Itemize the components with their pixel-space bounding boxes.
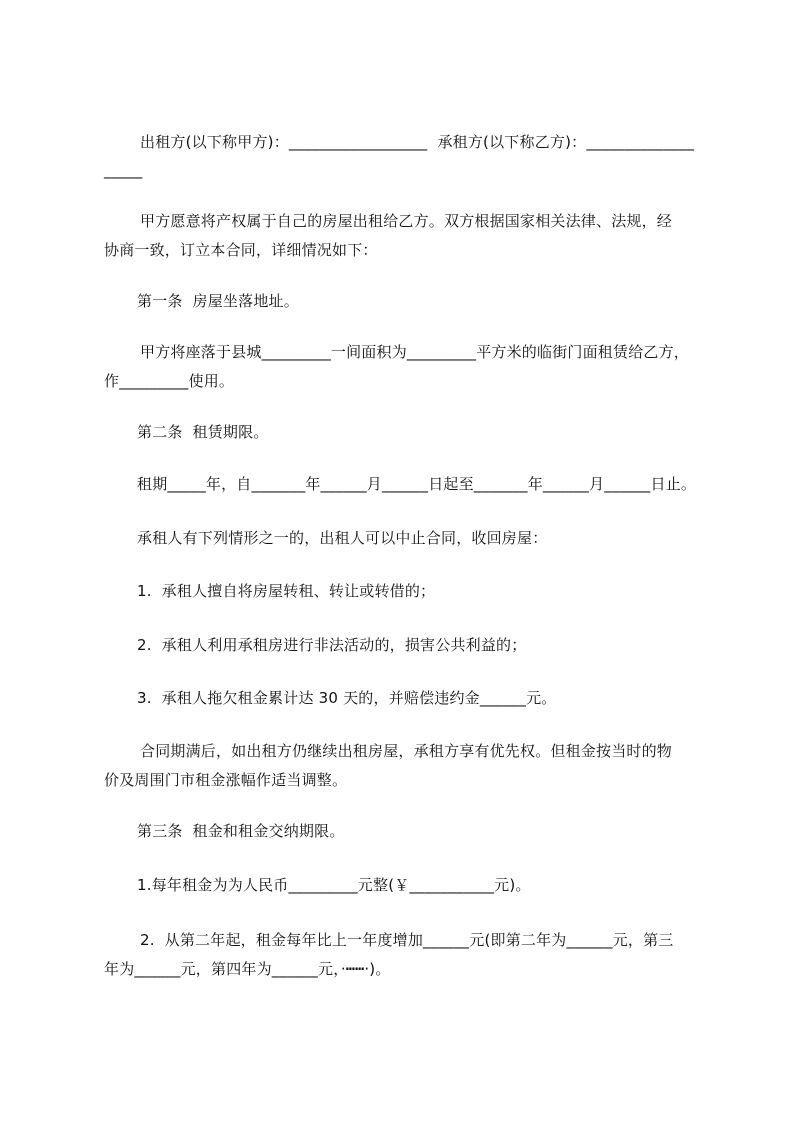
rent-item: 1.每年租金为为人民币_________元整(￥___________元)。 <box>137 876 531 894</box>
renewal-paragraph-line: 价及周围门市租金涨幅作适当调整。 <box>104 771 348 789</box>
intro-paragraph-line: 协商一致，订立本合同，详细情况如下： <box>104 241 378 259</box>
termination-item: 3. 承租人拖欠租金累计达 30 天的，并赔偿违约金______元。 <box>137 689 557 707</box>
intro-paragraph-line: 甲方愿意将产权属于自己的房屋出租给乙方。双方根据国家相关法律、法规，经 <box>140 212 673 230</box>
article-2-title: 第二条 租赁期限。 <box>137 423 269 441</box>
rent-increase-line: 2. 从第二年起，租金每年比上一年度增加______元(即第二年为______元，第三 <box>140 931 674 949</box>
rent-increase-line: 年为______元，第四年为______元，·┅┅·)。 <box>104 960 391 978</box>
article-1-title: 第一条 房屋坐落地址。 <box>137 292 299 310</box>
termination-item: 1. 承租人擅自将房屋转租、转让或转借的； <box>137 582 436 600</box>
article-3-title: 第三条 租金和租金交纳期限。 <box>137 822 345 840</box>
parties-line: 出租方(以下称甲方)：__________________ 承租方(以下称乙方)：______________ <box>140 133 695 151</box>
article-1-paragraph-line: 甲方将座落于县城_________一间面积为_________平方米的临街门面租赁给乙方， <box>140 343 690 361</box>
lease-term-line: 租期_____年，自_______年______月______日起至_______年______月______日止。 <box>137 475 697 493</box>
termination-intro: 承租人有下列情形之一的，出租人可以中止合同，收回房屋： <box>137 529 548 547</box>
article-1-paragraph-line: 作_________使用。 <box>104 372 235 390</box>
termination-item: 2. 承租人利用承租房进行非法活动的，损害公共利益的； <box>137 636 527 654</box>
renewal-paragraph-line: 合同期满后，如出租方仍继续出租房屋，承租方享有优先权。但租金按当时的物 <box>140 742 673 760</box>
parties-line-continued: _____ <box>104 161 143 179</box>
